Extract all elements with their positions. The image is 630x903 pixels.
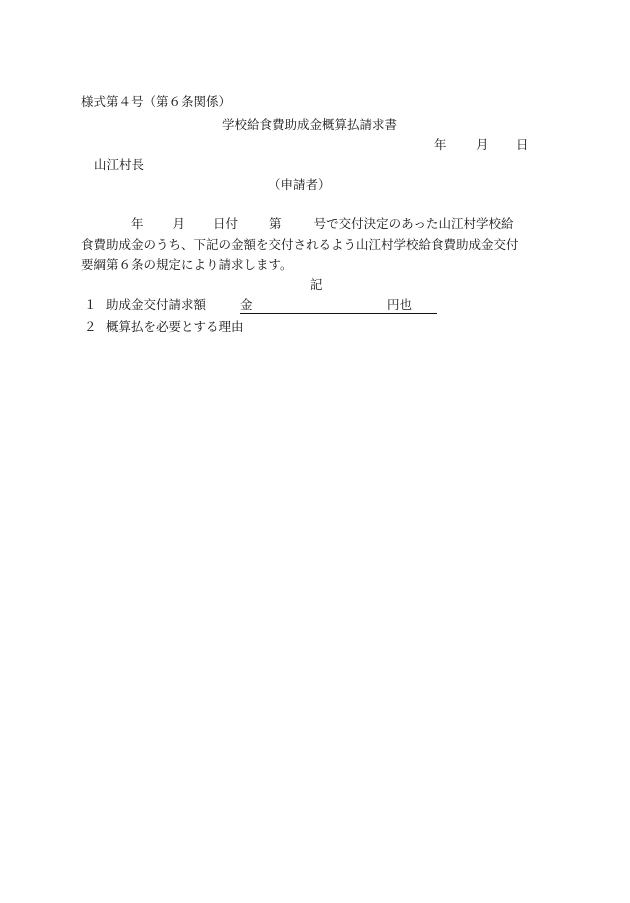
applicant-label: （申請者） [268,177,331,192]
body-line-3: 要綱第６条の規定により請求します。 [81,257,293,272]
date-day: 日 [516,137,529,152]
body-year: 年 [131,216,144,231]
item-request-amount [84,299,206,312]
body-dai: 第 [269,216,282,231]
body-line-1 [131,218,513,231]
addressee: 山江村長 [94,157,145,172]
item-number: １ [84,297,97,312]
body-line1-rest: 号で交付決定のあった山江村学校給 [313,216,514,231]
date-year: 年 [434,137,447,152]
date-line [434,139,529,152]
body-line-2: 食費助成金のうち、下記の金額を交付されるよう山江村学校給食費助成金交付 [81,237,519,252]
amount-suffix: 円也 [387,297,413,312]
item-reason [84,321,244,334]
amount-prefix: 金 [240,297,253,312]
document-title: 学校給食費助成金概算払請求書 [222,117,398,132]
date-month: 月 [476,137,489,152]
item-label: 概算払を必要とする理由 [106,319,244,334]
amount-field [240,299,437,314]
ki-heading: 記 [310,277,323,292]
item-number: ２ [84,319,97,334]
form-number: 様式第４号（第６条関係） [81,94,232,109]
body-date-suffix: 日付 [213,216,239,231]
item-label: 助成金交付請求額 [106,297,207,312]
body-month: 月 [172,216,186,231]
